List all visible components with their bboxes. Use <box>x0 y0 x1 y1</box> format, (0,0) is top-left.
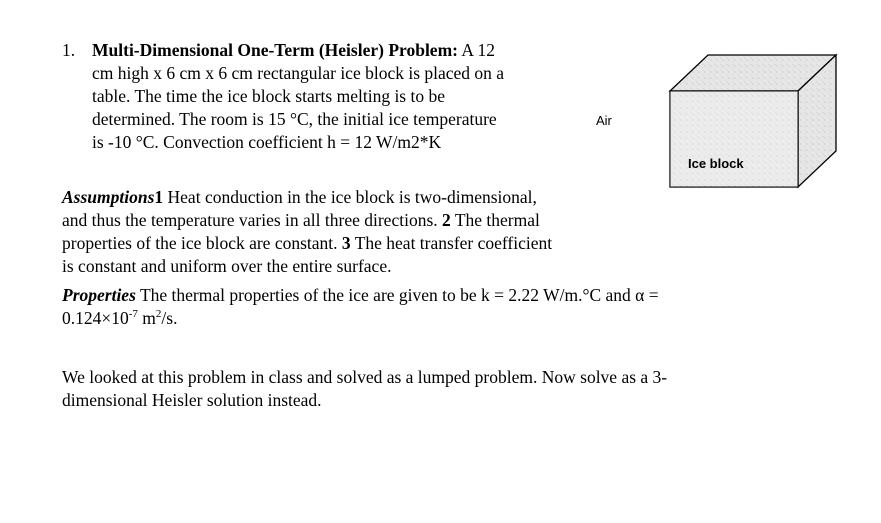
assumption-text: The heat transfer coefficient <box>350 233 553 253</box>
air-label: Air <box>596 113 612 128</box>
properties-text: The thermal properties of the ice are given to be k = 2.22 W/m.°C and α = <box>135 285 659 305</box>
assumptions-section <box>62 186 642 278</box>
problem-number: 1. <box>62 40 76 60</box>
assumptions-heading: Assumptions <box>62 187 155 207</box>
assumption-number: 2 <box>442 210 451 230</box>
problem-line: A 12 <box>457 40 495 60</box>
alpha-unit-exponent: 2 <box>155 308 162 320</box>
assumption-text: Heat conduction in the ice block is two-dimensional, <box>163 187 537 207</box>
assumption-text: is constant and uniform over the entire surface. <box>62 256 392 276</box>
alpha-tail: /s. <box>161 308 178 328</box>
instruction-paragraph <box>62 366 782 412</box>
problem-title: Multi-Dimensional One-Term (Heisler) Problem: <box>92 40 458 60</box>
assumption-text: properties of the ice block are constant. <box>62 233 342 253</box>
problem-line: is -10 °C. Convection coefficient h = 12 W/m2*K <box>92 132 442 152</box>
instruction-line: dimensional Heisler solution instead. <box>62 390 322 410</box>
instruction-line: We looked at this problem in class and solved as a lumped problem. Now solve as a 3- <box>62 367 668 387</box>
assumption-text: The thermal <box>450 210 540 230</box>
ice-block-label: Ice block <box>688 156 744 171</box>
alpha-exponent: -7 <box>128 308 138 320</box>
problem-line: table. The time the ice block starts melting is to be <box>92 86 445 106</box>
assumption-number: 3 <box>341 233 351 253</box>
assumption-number: 1 <box>154 187 164 207</box>
alpha-base: 0.124×10 <box>62 308 129 328</box>
problem-text <box>92 39 582 154</box>
assumption-text: and thus the temperature varies in all three directions. <box>62 210 443 230</box>
problem-line: cm high x 6 cm x 6 cm rectangular ice block is placed on a <box>92 63 505 83</box>
alpha-unit: m <box>137 308 156 328</box>
properties-section <box>62 284 782 330</box>
properties-heading: Properties <box>62 285 136 305</box>
alpha-value <box>62 307 782 330</box>
problem-line: determined. The room is 15 °C, the initial ice temperature <box>92 109 497 129</box>
